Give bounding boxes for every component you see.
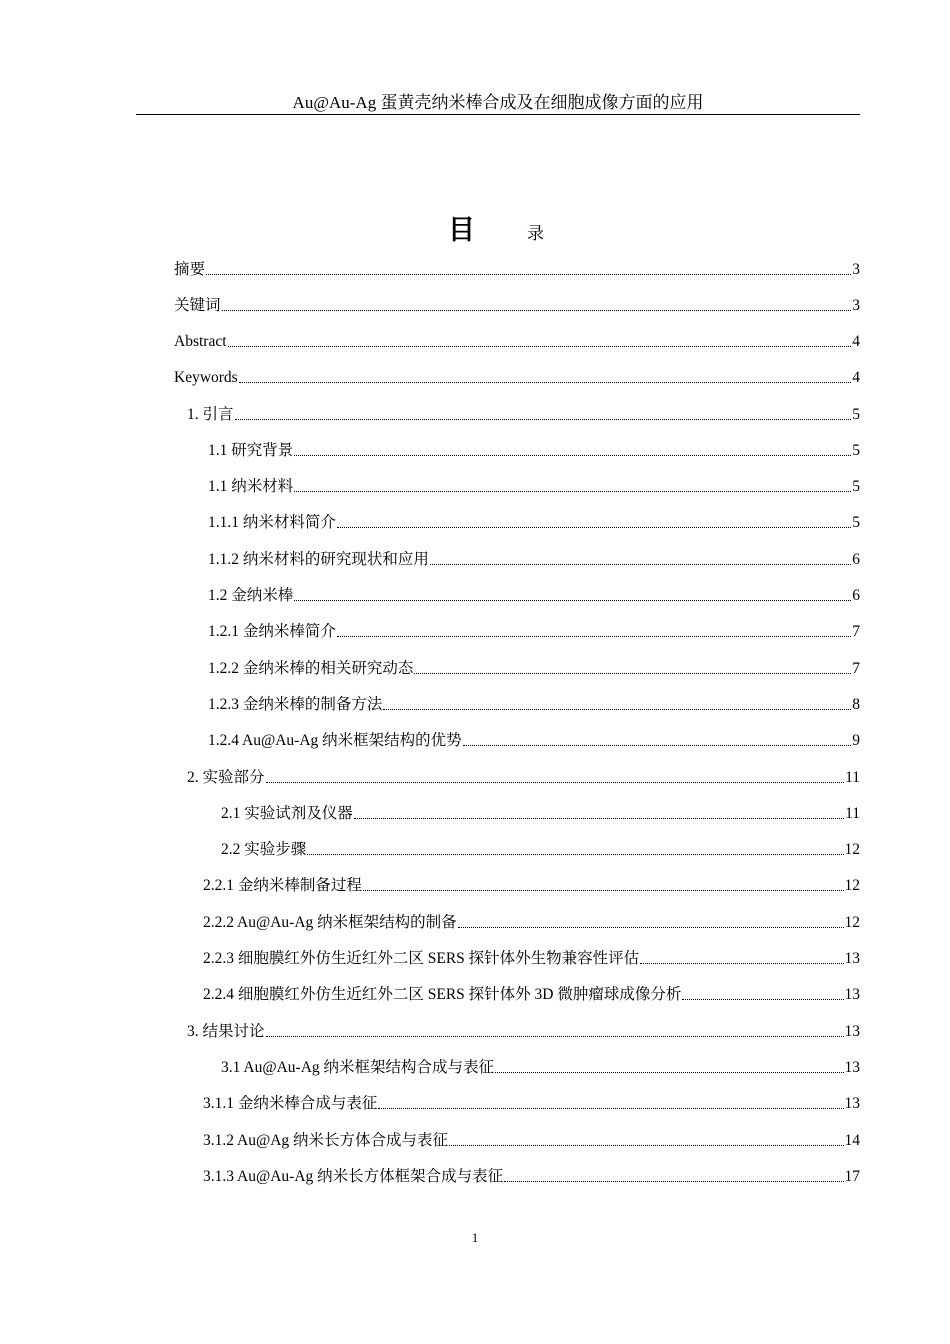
toc-entry-label: Abstract (174, 333, 227, 350)
toc-entry-page: 13 (844, 986, 860, 1003)
toc-entry-page: 9 (852, 732, 860, 749)
toc-entry-label: 2.2.2 Au@Au-Ag 纳米框架结构的制备 (203, 914, 457, 931)
toc-dot-leader (337, 527, 851, 528)
toc-dot-leader (504, 1181, 843, 1182)
toc-entry-label: 1.2.2 金纳米棒的相关研究动态 (208, 660, 414, 677)
toc-entry-label: 3.1.2 Au@Ag 纳米长方体合成与表征 (203, 1132, 449, 1149)
toc-entry-label: Keywords (174, 369, 238, 386)
toc-entry-page: 13 (844, 1095, 860, 1112)
toc-entry-label: 2.2.1 金纳米棒制备过程 (203, 877, 362, 894)
toc-entry-label: 1.1.1 纳米材料简介 (208, 514, 336, 531)
toc-entry-section-1-1-1[interactable] (208, 511, 860, 533)
toc-entry-label: 1.1.2 纳米材料的研究现状和应用 (208, 551, 429, 568)
toc-entry-label: 3.1.1 金纳米棒合成与表征 (203, 1095, 378, 1112)
toc-entry-label: 3.1.3 Au@Au-Ag 纳米长方体框架合成与表征 (203, 1168, 504, 1185)
toc-entry-page: 8 (852, 696, 860, 713)
toc-dot-leader (458, 927, 844, 928)
toc-dot-leader (378, 1108, 843, 1109)
toc-entry-section-3-1[interactable] (221, 1056, 860, 1078)
toc-entry-label: 1. 引言 (187, 406, 234, 423)
toc-entry-label: 3.1 Au@Au-Ag 纳米框架结构合成与表征 (221, 1059, 495, 1076)
page-number: 1 (471, 1230, 479, 1245)
toc-entry-section-2-1[interactable] (221, 802, 860, 824)
toc-entry-section-1-2-3[interactable] (208, 693, 860, 715)
toc-entry-label: 2.2 实验步骤 (221, 841, 307, 858)
toc-entry-section-1-1-2[interactable] (208, 548, 860, 570)
toc-entry-label: 1.2.1 金纳米棒简介 (208, 623, 336, 640)
toc-entry-page: 4 (852, 333, 860, 350)
toc-entry-abstract-cn[interactable] (174, 258, 860, 280)
toc-entry-page: 13 (844, 950, 860, 967)
running-header-title: Au@Au-Ag 蛋黄壳纳米棒合成及在细胞成像方面的应用 (292, 93, 704, 112)
toc-dot-leader (307, 854, 843, 855)
toc-entry-page: 12 (844, 914, 860, 931)
toc-entry-label: 摘要 (174, 261, 206, 278)
toc-entry-label: 1.1 纳米材料 (208, 478, 294, 495)
toc-entry-keywords-en[interactable] (174, 366, 860, 388)
toc-entry-page: 6 (852, 551, 860, 568)
toc-dot-leader (239, 382, 852, 383)
toc-entry-section-1-1b[interactable] (208, 475, 860, 497)
toc-entry-section-1-2[interactable] (208, 584, 860, 606)
toc-entry-section-2-2-3[interactable] (203, 947, 860, 969)
toc-entry-page: 12 (844, 841, 860, 858)
toc-entry-page: 13 (844, 1023, 860, 1040)
toc-entry-section-2-2-4[interactable] (203, 983, 860, 1005)
toc-dot-leader (337, 636, 851, 637)
toc-dot-leader (449, 1145, 843, 1146)
toc-entry-page: 7 (852, 623, 860, 640)
toc-entry-label: 1.1 研究背景 (208, 442, 294, 459)
toc-entry-page: 13 (844, 1059, 860, 1076)
toc-dot-leader (430, 564, 851, 565)
toc-entry-page: 12 (844, 877, 860, 894)
toc-dot-leader (363, 890, 844, 891)
toc-entry-section-1-2-2[interactable] (208, 657, 860, 679)
toc-entry-page: 11 (845, 805, 860, 822)
toc-dot-leader (495, 1072, 843, 1073)
toc-dot-leader (206, 274, 851, 275)
toc-entry-section-2-2[interactable] (221, 838, 860, 860)
toc-entry-section-2[interactable] (187, 766, 860, 788)
toc-entry-page: 7 (852, 660, 860, 677)
toc-dot-leader (294, 491, 851, 492)
toc-entry-section-2-2-2[interactable] (203, 911, 860, 933)
toc-entry-page: 5 (852, 442, 860, 459)
toc-heading (0, 214, 950, 250)
toc-dot-leader (383, 709, 851, 710)
toc-dot-leader (294, 455, 851, 456)
toc-entry-page: 11 (845, 769, 860, 786)
toc-heading-char-1: 目 (448, 215, 475, 246)
toc-entry-page: 4 (852, 369, 860, 386)
toc-entry-section-3-1-1[interactable] (203, 1092, 860, 1114)
toc-entry-label: 3. 结果讨论 (187, 1023, 265, 1040)
toc-entry-page: 3 (852, 297, 860, 314)
toc-entry-page: 5 (852, 406, 860, 423)
toc-entry-page: 3 (852, 261, 860, 278)
toc-dot-leader (640, 963, 843, 964)
toc-entry-label: 2. 实验部分 (187, 769, 265, 786)
toc-entry-label: 1.2.4 Au@Au-Ag 纳米框架结构的优势 (208, 732, 462, 749)
toc-entry-label: 1.2 金纳米棒 (208, 587, 294, 604)
toc-entry-section-1-1a[interactable] (208, 439, 860, 461)
toc-dot-leader (266, 1036, 844, 1037)
toc-entry-label: 2.1 实验试剂及仪器 (221, 805, 353, 822)
toc-entry-keywords-cn[interactable] (174, 294, 860, 316)
toc-entry-section-2-2-1[interactable] (203, 874, 860, 896)
toc-entry-section-3-1-2[interactable] (203, 1129, 860, 1151)
toc-entry-page: 6 (852, 587, 860, 604)
toc-entry-page: 17 (844, 1168, 860, 1185)
toc-dot-leader (235, 419, 852, 420)
toc-dot-leader (294, 600, 851, 601)
toc-entry-page: 5 (852, 478, 860, 495)
toc-entry-section-3-1-3[interactable] (203, 1165, 860, 1187)
toc-entry-section-1[interactable] (187, 403, 860, 425)
toc-dot-leader (463, 745, 852, 746)
toc-heading-char-2: 录 (527, 224, 544, 243)
toc-dot-leader (354, 818, 844, 819)
toc-entry-label: 1.2.3 金纳米棒的制备方法 (208, 696, 383, 713)
toc-entry-section-1-2-1[interactable] (208, 620, 860, 642)
toc-dot-leader (266, 782, 845, 783)
toc-entry-section-3[interactable] (187, 1020, 860, 1042)
toc-entry-label: 关键词 (174, 297, 221, 314)
toc-dot-leader (682, 999, 843, 1000)
toc-entry-page: 14 (844, 1132, 860, 1149)
toc-entry-label: 2.2.4 细胞膜红外仿生近红外二区 SERS 探针体外 3D 微肿瘤球成像分析 (203, 986, 682, 1003)
toc-entry-label: 2.2.3 细胞膜红外仿生近红外二区 SERS 探针体外生物兼容性评估 (203, 950, 640, 967)
toc-entry-abstract-en[interactable] (174, 330, 860, 352)
header-divider (136, 114, 860, 115)
toc-entry-section-1-2-4[interactable] (208, 729, 860, 751)
toc-dot-leader (414, 673, 851, 674)
toc-entry-page: 5 (852, 514, 860, 531)
toc-dot-leader (228, 346, 852, 347)
toc-dot-leader (222, 310, 852, 311)
